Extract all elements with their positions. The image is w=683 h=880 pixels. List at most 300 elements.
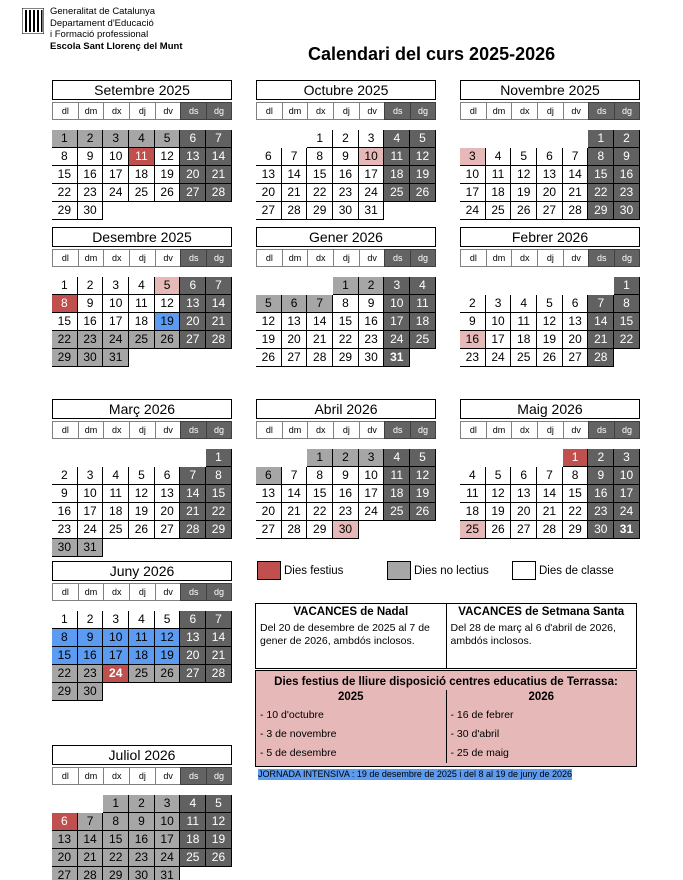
empty-cell <box>256 277 282 295</box>
festius-item: - 25 de maig <box>450 747 509 759</box>
legend-festius <box>257 561 343 581</box>
day-cell: 12 <box>410 148 436 166</box>
festius-year: 2025 <box>337 691 364 703</box>
month-desembre-2025 <box>52 227 232 367</box>
day-cell: 15 <box>307 485 333 503</box>
weekday-label: dj <box>333 102 359 120</box>
generalitat-logo-icon <box>22 8 44 34</box>
day-cell: 28 <box>563 202 589 220</box>
header <box>22 6 272 62</box>
day-cell: 6 <box>511 467 537 485</box>
day-cell: 12 <box>256 313 282 331</box>
day-cell: 23 <box>78 331 104 349</box>
weekday-label: dl <box>256 421 282 439</box>
weekday-label: dx <box>511 421 537 439</box>
day-cell: 28 <box>307 349 333 367</box>
empty-cell <box>180 867 206 880</box>
empty-cell <box>180 202 206 220</box>
day-cell: 15 <box>588 166 614 184</box>
day-cell: 31 <box>103 349 129 367</box>
vacances-setmana-santa <box>446 604 637 668</box>
empty-cell <box>563 130 589 148</box>
weekday-label: dx <box>511 249 537 267</box>
weekday-label: dv <box>155 102 181 120</box>
day-cell: 16 <box>588 485 614 503</box>
day-cell: 17 <box>359 166 385 184</box>
day-cell: 27 <box>511 521 537 539</box>
day-cell: 19 <box>155 647 181 665</box>
day-cell: 6 <box>180 130 206 148</box>
day-cell: 29 <box>52 683 78 701</box>
empty-cell <box>460 449 486 467</box>
day-cell: 2 <box>129 795 155 813</box>
day-cell: 25 <box>384 184 410 202</box>
day-cell: 28 <box>588 349 614 367</box>
month-novembre-2025 <box>460 80 640 220</box>
month-febrer-2026 <box>460 227 640 367</box>
day-cell: 25 <box>511 349 537 367</box>
day-cell: 20 <box>282 331 308 349</box>
day-cell: 5 <box>256 295 282 313</box>
day-cell: 22 <box>563 503 589 521</box>
day-cell: 18 <box>180 831 206 849</box>
weekday-label: dj <box>333 421 359 439</box>
day-cell: 5 <box>410 130 436 148</box>
day-cell: 11 <box>129 295 155 313</box>
day-cell: 7 <box>307 295 333 313</box>
day-cell: 10 <box>78 485 104 503</box>
day-cell: 19 <box>486 503 512 521</box>
weekday-label: dx <box>307 102 333 120</box>
day-cell: 27 <box>282 349 308 367</box>
day-cell: 16 <box>333 485 359 503</box>
day-cell: 18 <box>129 647 155 665</box>
empty-cell <box>307 277 333 295</box>
day-cell: 19 <box>537 331 563 349</box>
day-cell: 7 <box>206 130 232 148</box>
day-cell: 24 <box>614 503 640 521</box>
day-cell: 6 <box>537 148 563 166</box>
festius-item: - 30 d'abril <box>450 728 500 740</box>
day-cell: 30 <box>78 683 104 701</box>
month-title: Juny 2026 <box>52 561 232 581</box>
empty-cell <box>282 277 308 295</box>
day-cell: 25 <box>460 521 486 539</box>
day-cell: 26 <box>155 665 181 683</box>
day-cell: 4 <box>180 795 206 813</box>
day-cell: 8 <box>52 148 78 166</box>
day-grid <box>460 130 640 220</box>
day-cell: 24 <box>103 665 129 683</box>
day-cell: 12 <box>155 629 181 647</box>
day-grid <box>52 449 232 557</box>
day-cell: 13 <box>282 313 308 331</box>
day-cell: 21 <box>206 647 232 665</box>
day-cell: 7 <box>78 813 104 831</box>
weekday-label: dl <box>460 249 486 267</box>
day-cell: 16 <box>333 166 359 184</box>
empty-cell <box>256 449 282 467</box>
day-cell: 6 <box>256 148 282 166</box>
day-cell: 19 <box>511 184 537 202</box>
day-cell: 24 <box>359 503 385 521</box>
day-cell: 15 <box>52 647 78 665</box>
day-cell: 15 <box>563 485 589 503</box>
weekday-label: dm <box>78 583 104 601</box>
legend-swatch-no-lectius <box>387 561 411 580</box>
empty-cell <box>410 202 436 220</box>
day-cell: 29 <box>52 349 78 367</box>
empty-cell <box>180 349 206 367</box>
day-cell: 22 <box>52 665 78 683</box>
empty-cell <box>359 521 385 539</box>
weekday-header <box>256 249 436 267</box>
day-cell: 8 <box>563 467 589 485</box>
festius-item: - 10 d'octubre <box>260 709 324 721</box>
day-cell: 13 <box>52 831 78 849</box>
day-cell: 1 <box>52 277 78 295</box>
day-cell: 27 <box>52 867 78 880</box>
day-cell: 12 <box>155 148 181 166</box>
day-cell: 17 <box>103 313 129 331</box>
day-cell: 3 <box>359 130 385 148</box>
month-marc-2026 <box>52 399 232 557</box>
day-cell: 12 <box>410 467 436 485</box>
day-cell: 19 <box>129 503 155 521</box>
day-cell: 17 <box>359 485 385 503</box>
day-cell: 29 <box>307 521 333 539</box>
weekday-label: dv <box>155 249 181 267</box>
month-title: Gener 2026 <box>256 227 436 247</box>
festius-2025 <box>256 690 446 763</box>
day-cell: 20 <box>537 184 563 202</box>
day-cell: 24 <box>384 331 410 349</box>
day-cell: 1 <box>103 795 129 813</box>
month-juny-2026 <box>52 561 232 701</box>
day-cell: 2 <box>52 467 78 485</box>
empty-cell <box>129 683 155 701</box>
weekday-label: dj <box>333 249 359 267</box>
weekday-label: dj <box>129 421 155 439</box>
weekday-label: dv <box>155 583 181 601</box>
day-cell: 28 <box>206 665 232 683</box>
weekday-label: dm <box>486 249 512 267</box>
weekday-label: dm <box>486 102 512 120</box>
legend-classe <box>512 561 614 581</box>
weekday-label: ds <box>384 421 410 439</box>
day-cell: 5 <box>537 295 563 313</box>
day-cell: 10 <box>103 295 129 313</box>
empty-cell <box>52 795 78 813</box>
day-cell: 1 <box>206 449 232 467</box>
empty-cell <box>384 521 410 539</box>
day-cell: 5 <box>206 795 232 813</box>
day-cell: 12 <box>537 313 563 331</box>
weekday-header <box>52 583 232 601</box>
day-cell: 15 <box>614 313 640 331</box>
day-cell: 26 <box>537 349 563 367</box>
empty-cell <box>206 683 232 701</box>
weekday-header <box>52 249 232 267</box>
day-cell: 1 <box>614 277 640 295</box>
empty-cell <box>129 449 155 467</box>
day-cell: 20 <box>155 503 181 521</box>
day-cell: 25 <box>129 331 155 349</box>
day-cell: 31 <box>384 349 410 367</box>
weekday-label: dl <box>256 102 282 120</box>
day-cell: 23 <box>588 503 614 521</box>
weekday-label: dj <box>537 421 563 439</box>
day-cell: 12 <box>206 813 232 831</box>
empty-cell <box>155 683 181 701</box>
empty-cell <box>180 683 206 701</box>
day-cell: 9 <box>129 813 155 831</box>
day-cell: 29 <box>52 202 78 220</box>
day-cell: 21 <box>282 184 308 202</box>
day-cell: 14 <box>563 166 589 184</box>
day-grid <box>460 449 640 539</box>
day-cell: 5 <box>155 130 181 148</box>
weekday-label: dj <box>537 102 563 120</box>
day-cell: 15 <box>307 166 333 184</box>
day-cell: 19 <box>155 313 181 331</box>
day-cell: 14 <box>307 313 333 331</box>
day-cell: 26 <box>155 184 181 202</box>
weekday-label: dv <box>359 249 385 267</box>
day-cell: 22 <box>588 184 614 202</box>
day-cell: 21 <box>563 184 589 202</box>
weekday-label: ds <box>180 102 206 120</box>
day-cell: 8 <box>307 467 333 485</box>
day-cell: 9 <box>78 148 104 166</box>
day-cell: 7 <box>588 295 614 313</box>
day-cell: 5 <box>155 611 181 629</box>
day-cell: 3 <box>103 611 129 629</box>
institution-line: i Formació professional <box>50 29 149 40</box>
day-cell: 19 <box>410 166 436 184</box>
day-cell: 25 <box>410 331 436 349</box>
day-cell: 31 <box>78 539 104 557</box>
weekday-label: dg <box>410 102 436 120</box>
day-cell: 20 <box>256 503 282 521</box>
empty-cell <box>537 449 563 467</box>
vacances-nadal <box>256 604 446 668</box>
weekday-label: dl <box>460 421 486 439</box>
month-gener-2026 <box>256 227 436 367</box>
day-cell: 11 <box>129 629 155 647</box>
day-cell: 31 <box>614 521 640 539</box>
day-cell: 1 <box>52 130 78 148</box>
festius-lliure-title: Dies festius de lliure disposició centres educatius de Terrassa: <box>274 676 618 688</box>
day-cell: 10 <box>384 295 410 313</box>
day-cell: 14 <box>282 485 308 503</box>
day-cell: 26 <box>206 849 232 867</box>
weekday-label: dv <box>563 102 589 120</box>
day-cell: 17 <box>103 647 129 665</box>
day-cell: 21 <box>206 166 232 184</box>
weekday-label: ds <box>180 249 206 267</box>
empty-cell <box>511 277 537 295</box>
festius-2026 <box>446 690 637 763</box>
empty-cell <box>588 277 614 295</box>
weekday-label: dg <box>614 421 640 439</box>
day-cell: 3 <box>103 277 129 295</box>
weekday-label: dx <box>511 102 537 120</box>
day-cell: 30 <box>78 202 104 220</box>
empty-cell <box>129 349 155 367</box>
day-cell: 18 <box>129 313 155 331</box>
day-cell: 3 <box>103 130 129 148</box>
day-cell: 21 <box>588 331 614 349</box>
weekday-label: dl <box>256 249 282 267</box>
weekday-label: ds <box>180 583 206 601</box>
empty-cell <box>282 449 308 467</box>
day-cell: 15 <box>206 485 232 503</box>
day-cell: 18 <box>103 503 129 521</box>
empty-cell <box>486 130 512 148</box>
day-cell: 17 <box>155 831 181 849</box>
day-cell: 5 <box>129 467 155 485</box>
day-cell: 23 <box>333 503 359 521</box>
weekday-label: dm <box>486 421 512 439</box>
day-cell: 16 <box>614 166 640 184</box>
day-cell: 6 <box>52 813 78 831</box>
day-cell: 4 <box>103 467 129 485</box>
day-cell: 6 <box>282 295 308 313</box>
weekday-label: dl <box>52 249 78 267</box>
day-cell: 25 <box>129 184 155 202</box>
day-grid <box>52 277 232 367</box>
day-cell: 30 <box>78 349 104 367</box>
day-cell: 5 <box>155 277 181 295</box>
empty-cell <box>78 795 104 813</box>
day-cell: 17 <box>384 313 410 331</box>
day-cell: 29 <box>588 202 614 220</box>
day-cell: 8 <box>103 813 129 831</box>
school-name: Escola Sant Llorenç del Munt <box>50 40 183 52</box>
legend <box>257 561 637 581</box>
day-cell: 20 <box>256 184 282 202</box>
institution-text <box>50 6 183 52</box>
day-cell: 30 <box>52 539 78 557</box>
day-cell: 1 <box>307 130 333 148</box>
day-grid <box>52 795 232 880</box>
day-cell: 13 <box>563 313 589 331</box>
weekday-header <box>256 421 436 439</box>
empty-cell <box>155 349 181 367</box>
weekday-label: dx <box>103 767 129 785</box>
jornada-intensiva-note: JORNADA INTENSIVA : 19 de desembre de 2025 i del 8 al 19 de juny de 2026 <box>258 769 573 779</box>
institution-line: Generalitat de Catalunya <box>50 6 156 17</box>
day-cell: 30 <box>614 202 640 220</box>
weekday-label: dg <box>410 421 436 439</box>
empty-cell <box>511 130 537 148</box>
weekday-label: dg <box>206 102 232 120</box>
day-cell: 19 <box>206 831 232 849</box>
day-cell: 4 <box>511 295 537 313</box>
day-cell: 2 <box>78 611 104 629</box>
day-cell: 15 <box>52 166 78 184</box>
day-cell: 6 <box>256 467 282 485</box>
day-cell: 16 <box>129 831 155 849</box>
day-cell: 14 <box>537 485 563 503</box>
day-cell: 25 <box>103 521 129 539</box>
day-cell: 13 <box>180 295 206 313</box>
day-cell: 29 <box>103 867 129 880</box>
day-cell: 19 <box>410 485 436 503</box>
day-cell: 2 <box>78 130 104 148</box>
weekday-label: dm <box>282 102 308 120</box>
day-cell: 23 <box>78 665 104 683</box>
legend-label-classe: Dies de classe <box>539 565 614 577</box>
weekday-label: dm <box>78 767 104 785</box>
day-cell: 22 <box>333 331 359 349</box>
day-cell: 11 <box>384 467 410 485</box>
day-cell: 29 <box>563 521 589 539</box>
empty-cell <box>486 449 512 467</box>
day-cell: 3 <box>384 277 410 295</box>
weekday-header <box>52 421 232 439</box>
day-cell: 11 <box>486 166 512 184</box>
day-cell: 5 <box>410 449 436 467</box>
day-cell: 14 <box>206 629 232 647</box>
day-cell: 4 <box>384 130 410 148</box>
day-cell: 27 <box>180 184 206 202</box>
day-cell: 23 <box>78 184 104 202</box>
day-cell: 7 <box>206 611 232 629</box>
weekday-label: dm <box>282 249 308 267</box>
month-abril-2026 <box>256 399 436 557</box>
legend-swatch-festius <box>257 561 281 580</box>
weekday-label: dj <box>129 583 155 601</box>
weekday-label: dg <box>614 102 640 120</box>
day-cell: 16 <box>359 313 385 331</box>
empty-cell <box>614 349 640 367</box>
day-cell: 23 <box>333 184 359 202</box>
day-cell: 30 <box>588 521 614 539</box>
day-cell: 5 <box>511 148 537 166</box>
day-cell: 16 <box>460 331 486 349</box>
legend-no-lectius <box>387 561 489 581</box>
empty-cell <box>206 349 232 367</box>
day-cell: 2 <box>614 130 640 148</box>
empty-cell <box>256 130 282 148</box>
day-cell: 13 <box>180 148 206 166</box>
empty-cell <box>103 683 129 701</box>
day-cell: 10 <box>460 166 486 184</box>
weekday-label: dv <box>359 102 385 120</box>
empty-cell <box>282 539 308 557</box>
empty-cell <box>282 130 308 148</box>
day-cell: 4 <box>410 277 436 295</box>
day-cell: 29 <box>206 521 232 539</box>
day-cell: 17 <box>460 184 486 202</box>
day-cell: 21 <box>537 503 563 521</box>
day-cell: 8 <box>307 148 333 166</box>
weekday-label: dx <box>103 421 129 439</box>
weekday-header <box>460 249 640 267</box>
empty-cell <box>511 449 537 467</box>
day-grid <box>52 611 232 701</box>
day-cell: 4 <box>486 148 512 166</box>
day-cell: 14 <box>282 166 308 184</box>
day-cell: 7 <box>180 467 206 485</box>
weekday-label: dx <box>103 583 129 601</box>
day-cell: 20 <box>52 849 78 867</box>
weekday-header <box>52 767 232 785</box>
empty-cell <box>206 867 232 880</box>
day-cell: 27 <box>563 349 589 367</box>
